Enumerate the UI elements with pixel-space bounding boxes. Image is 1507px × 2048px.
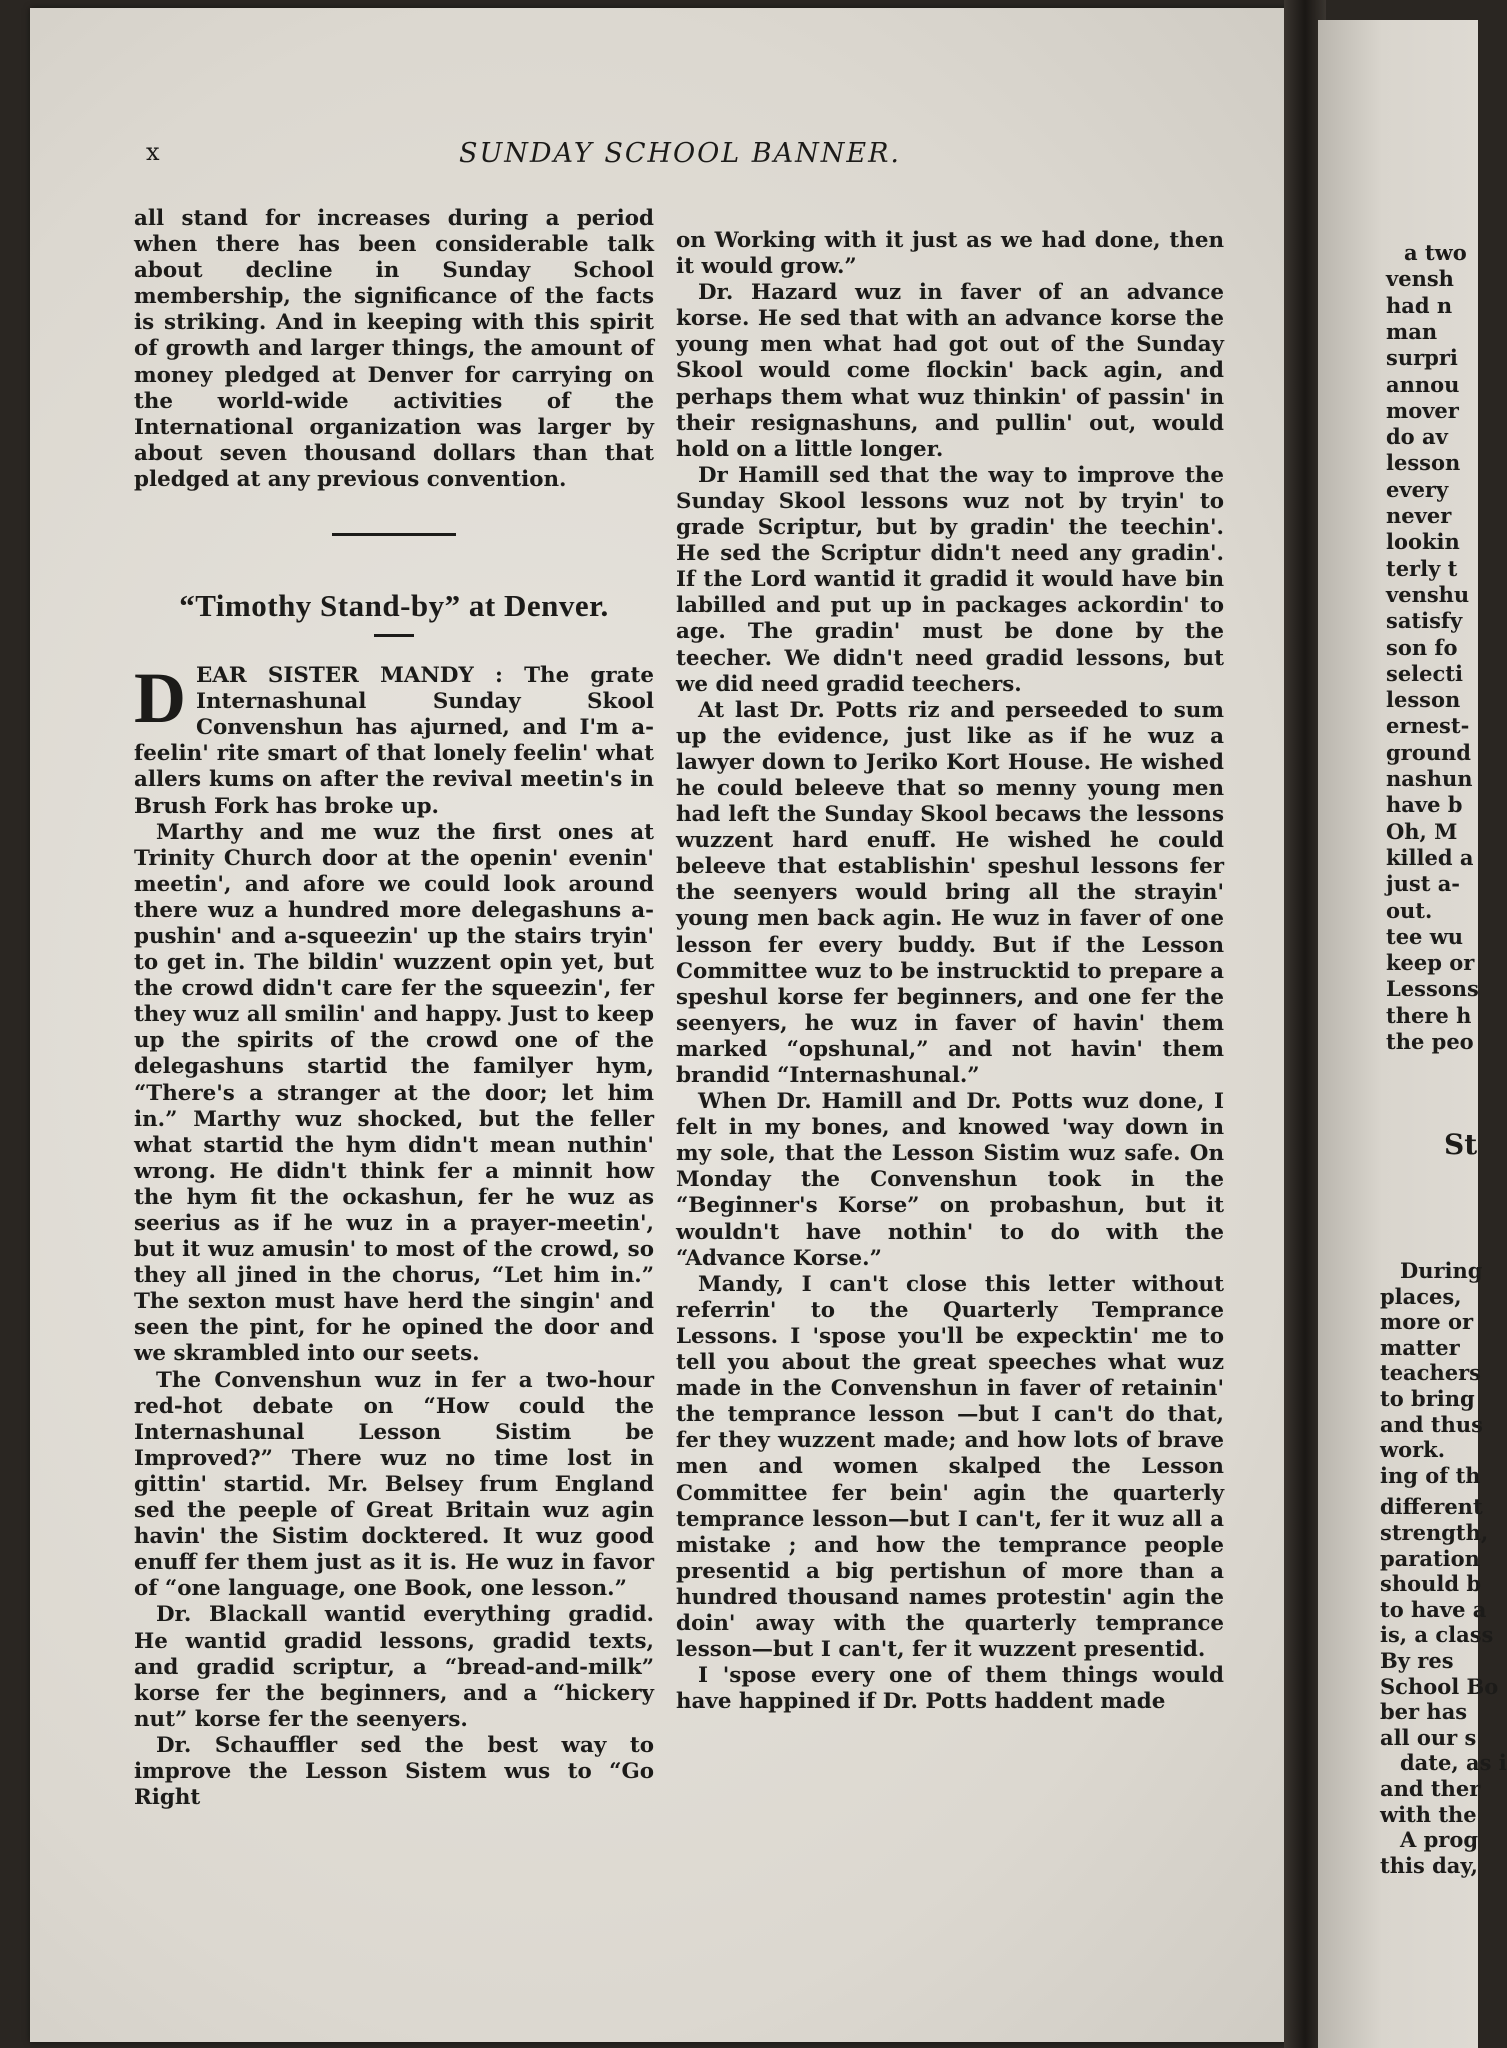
page-header (120, 138, 1240, 178)
facing-page-line: selecti (1386, 660, 1463, 686)
facing-page-line: should b (1380, 1571, 1482, 1597)
facing-page-line: work. (1380, 1437, 1446, 1463)
facing-page-line: During (1400, 1258, 1483, 1283)
facing-page-line: every (1386, 476, 1449, 502)
letter-opening-text: EAR SISTER MANDY : The grate Internashunal Sunday Skool Convenshun has ajurned, and I'm a-feelin' rite smart of that lonely feelin' what allers kums on after the revival meetin's in Brush Fork has broke up. (134, 663, 654, 819)
facing-page-line: Oh, M (1386, 818, 1458, 844)
paragraph: Marthy and me wuz the first ones at Trinity Church door at the openin' evenin' meetin', and afore we could look around there wuz a hundred more delegashuns a-pushin' and a-squeezin' up the stairs tryin' to get in. The bildin' wuzzent opin yet, but the crowd didn't care fer the squeezin', fer they wuz all smilin' and happy. Just to keep up the spirits of the crowd one of the delegashuns startid the familyer hym, “There's a stranger at the door; let him in.” Marthy wuz shocked, but the feller what startid the hym didn't mean nuthin' wrong. He didn't think fer a minnit how the hym fit the ockashun, fer he wuz as seerius as if he wuz in a prayer-meetin', but it wuz amusin' to most of the crowd, so they all jined in the chorus, “Let him in.” The sexton must have herd the singin' and seen the pint, for he opined the door and we skrambled into our seets. (134, 819, 654, 1367)
running-title: SUNDAY SCHOOL BANNER. (458, 138, 902, 169)
facing-page-line: matter (1380, 1334, 1460, 1360)
paragraph: Mandy, I can't close this letter without referrin' to the Quarterly Temprance Lessons. I 'spose you'll be expecktin' me to tell you about the great speeches what wuz made in the Convenshun in faver of retainin' the temprance lesson —but I can't do that, fer they wuzzent made; and how lots of brave men and women skalped the Lesson Committee fer bein' agin the quarterly temprance lesson—but I can't, fer it wuz all a mistake ; and how the temprance people presentid a big pertishun of more than a hundred thousand names protestin' agin the doin' away with the quarterly temprance lesson—but I can't, fer it wuzzent presentid. (676, 1271, 1224, 1663)
facing-page-line: date, as i (1400, 1750, 1507, 1776)
facing-page-line: out. (1386, 897, 1433, 923)
facing-page-line: lesson (1386, 450, 1461, 476)
facing-page-line: son fo (1386, 634, 1458, 660)
facing-page-line: do av (1386, 424, 1448, 450)
section-divider (332, 533, 456, 536)
left-column (134, 206, 654, 1811)
facing-page-line: terly t (1386, 555, 1458, 581)
paragraph: Dr. Hazard wuz in faver of an advance korse. He sed that with an advance korse the young men what had got out of the Sunday Skool would come flockin' back agin, and perhaps them what wuz thinkin' of passin' in their resignashuns, and pullin' out, would hold on a little longer. (676, 280, 1224, 462)
facing-page-line: vensh (1386, 266, 1454, 292)
facing-page-line: just a- (1386, 871, 1461, 897)
paragraph: on Working with it just as we had done, then it would grow.” (676, 228, 1224, 280)
facing-page-line: surpri (1386, 345, 1458, 371)
facing-page-line: St (1444, 1128, 1478, 1161)
paragraph: Dr Hamill sed that the way to improve the Sunday Skool lessons wuz not by tryin' to grade Scriptur, but by gradin' the teechin'. He sed the Scriptur didn't need any gradin'. If the Lord wantid it gradid it would have bin labilled and put up in packages ackordin' to age. The gradin' must be done by the teecher. We didn't need gradid lessons, but we did need gradid teechers. (676, 462, 1224, 697)
facing-page-line: lookin (1386, 529, 1460, 555)
facing-page-line: strength, (1380, 1520, 1489, 1545)
page-number: x (146, 138, 160, 166)
facing-page-line: man (1386, 318, 1438, 344)
facing-page-line: nashun (1386, 766, 1473, 791)
paragraph: Dr. Blackall wantid everything gradid. He wantid gradid lessons, gradid texts, and gradid scriptur, a “bread-and-milk” korse fer the beginners, and a “hickery nut” korse fer the seenyers. (134, 1602, 654, 1732)
facing-page-line: and ther (1380, 1776, 1481, 1801)
facing-page-line: keep or (1386, 950, 1475, 976)
facing-page-line: to bring (1380, 1386, 1475, 1411)
paragraph: I 'spose every one of them things would have happined if Dr. Potts haddent made (676, 1663, 1224, 1715)
facing-page-line: more or (1380, 1309, 1474, 1335)
title-rule (374, 634, 414, 637)
facing-page-line: all our s (1380, 1724, 1477, 1750)
facing-page-line: venshu (1386, 581, 1470, 607)
facing-page-line: mover (1386, 397, 1459, 423)
facing-page-line: ernest- (1386, 713, 1470, 739)
facing-page-line: Lessons (1386, 976, 1479, 1002)
facing-page-line: have b (1386, 792, 1463, 818)
facing-page-line: tee wu (1386, 923, 1464, 949)
facing-page-line: School Bo (1380, 1673, 1499, 1699)
right-column (676, 228, 1224, 1715)
facing-page-line: is, a class (1380, 1622, 1494, 1648)
facing-page-line: places, (1380, 1283, 1462, 1309)
article-title: “Timothy Stand-by” at Denver. (179, 588, 609, 624)
drop-cap: D (134, 658, 186, 739)
facing-page-line: there h (1386, 1002, 1472, 1028)
paragraph: Dr. Schauffler sed the best way to improve the Lesson Sistem wus to “Go Right (134, 1732, 654, 1811)
facing-page-line: paration (1380, 1545, 1480, 1571)
facing-page-line: By res (1380, 1648, 1454, 1673)
facing-page-line: satisfy (1386, 608, 1463, 634)
facing-page-line: annou (1386, 371, 1460, 397)
facing-page-line: teachers (1380, 1360, 1481, 1386)
facing-page-line: with the (1380, 1801, 1477, 1827)
facing-page-line: a two (1404, 240, 1467, 265)
paragraph: The Convenshun wuz in fer a two-hour red-hot debate on “How could the Internashunal Lesson Sistim be Improved?” There wuz no time lost in gittin' startid. Mr. Belsey frum England sed the peeple of Great Britain wuz agin havin' the Sistim docktered. It wuz good enuff fer them just as it is. He wuz in favor of “one language, one Book, one lesson.” (134, 1367, 654, 1602)
facing-page-line: ber has (1380, 1699, 1468, 1725)
letter-opening (134, 658, 654, 820)
facing-page-line: never (1386, 503, 1452, 528)
facing-page-line: the peo (1386, 1029, 1474, 1054)
intro-paragraph: all stand for increases during a period when there has been considerable talk about decline in Sunday School membership, the significance of the facts is striking. And in keeping with this spirit of growth and larger things, the amount of money pledged at Denver for carrying on the world-wide activities of the International organization was larger by about seven thousand dollars than that pledged at any previous convention. (134, 206, 654, 492)
paragraph: When Dr. Hamill and Dr. Potts wuz done, I felt in my bones, and knowed 'way down in my sole, that the Lesson Sistim wuz safe. On Monday the Convenshun took in the “Beginner's Korse” on probashun, but it wouldn't have nothin' to do with the “Advance Korse.” (676, 1089, 1224, 1271)
paragraph: At last Dr. Potts riz and perseeded to sum up the evidence, just like as if he wuz a lawyer down to Jeriko Kort House. He wished he could beleeve that so menny young men had left the Sunday Skool becaws the lessons wuzzent hard enuff. He wished he could beleeve that establishin' speshul lessons fer the seenyers would bring all the strayin' young men back agin. He wuz in faver of one lesson fer every buddy. But if the Lesson Committee wuz to be instrucktid to prepare a speshul korse fer beginners, and one fer the seenyers, he wuz in faver of havin' them marked “opshunal,” and not havin' them brandid “Internashunal.” (676, 697, 1224, 1088)
facing-page-line: to have a (1380, 1596, 1487, 1622)
facing-page-line: different (1380, 1494, 1483, 1520)
facing-page-line: this day, (1380, 1852, 1478, 1878)
facing-page-line: and thus (1380, 1411, 1483, 1437)
facing-page-line: ground (1386, 739, 1471, 765)
facing-page-line: lesson (1386, 687, 1461, 713)
facing-page-line: had n (1386, 292, 1453, 318)
facing-page-line: A prog (1400, 1827, 1479, 1853)
facing-page-line: killed a (1386, 844, 1474, 870)
facing-page-line: ing of th (1380, 1462, 1481, 1488)
